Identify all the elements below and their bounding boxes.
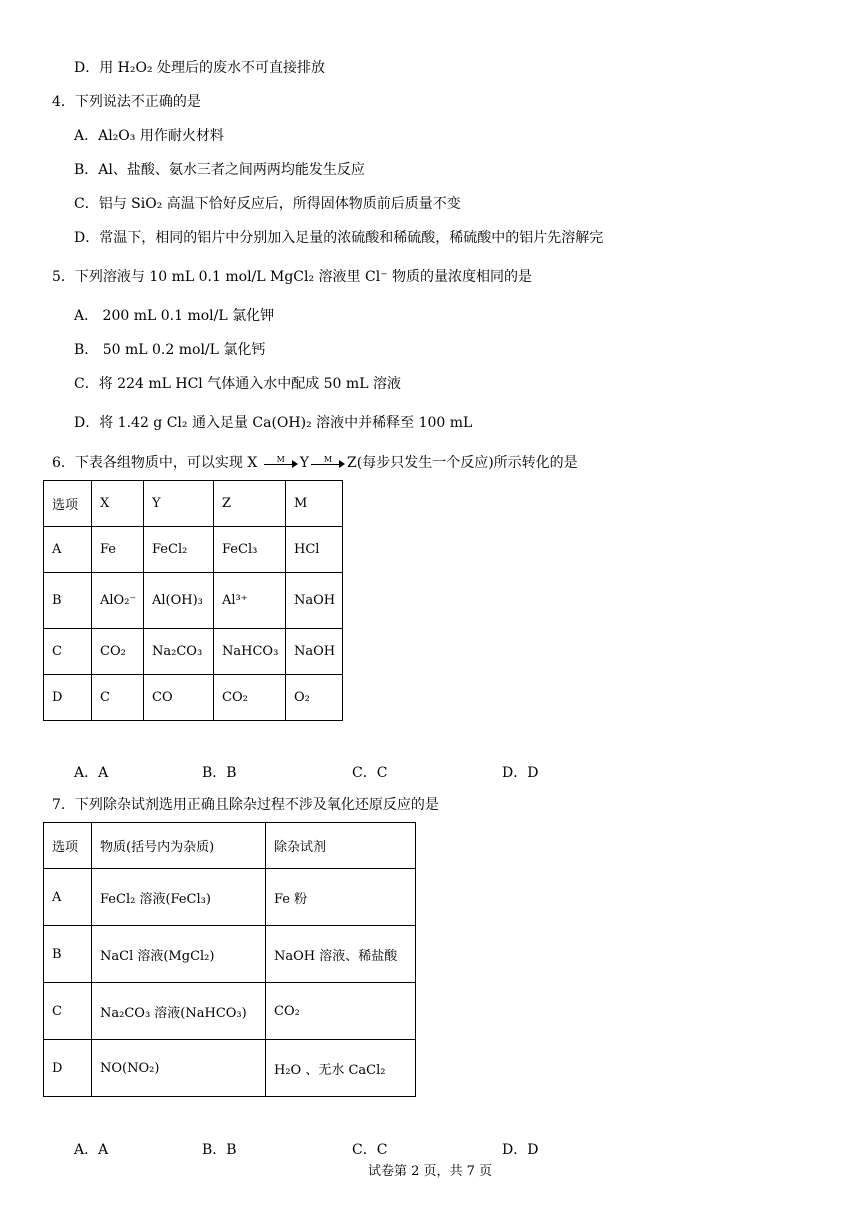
q4-option-b: B．Al、盐酸、氨水三者之间两两均能发生反应	[74, 162, 365, 178]
table-cell: FeCl₂	[144, 527, 214, 573]
q5-stem: 5．下列溶液与 10 mL 0.1 mol/L MgCl₂ 溶液里 Cl⁻ 物质的量浓度相同的是	[52, 269, 533, 285]
q6-stem-mid: Y	[299, 455, 310, 471]
table-cell: CO₂	[92, 629, 144, 675]
table-cell: Y	[144, 481, 214, 527]
table-cell: NaOH	[286, 629, 343, 675]
q6-answer-c: C．C	[352, 765, 388, 781]
q5-option-d: D．将 1.42 g Cl₂ 通入足量 Ca(OH)₂ 溶液中并稀释至 100 mL	[74, 415, 473, 431]
q6-table	[43, 480, 343, 721]
table-cell: 选项	[44, 823, 92, 869]
q6-stem	[52, 453, 578, 473]
q5-option-a: A． 200 mL 0.1 mol/L 氯化钾	[74, 308, 275, 324]
table-cell: FeCl₃	[214, 527, 286, 573]
q6-answer-a: A．A	[74, 765, 109, 781]
table-row	[44, 481, 343, 527]
table-cell: Na₂CO₃ 溶液(NaHCO₃)	[92, 983, 266, 1040]
table-cell: D	[44, 1040, 92, 1097]
table-cell: Al(OH)₃	[144, 573, 214, 629]
table-cell: C	[44, 983, 92, 1040]
table-cell: D	[44, 675, 92, 721]
q6-answer-d: D．D	[502, 765, 539, 781]
q7-answer-d: D．D	[502, 1142, 539, 1158]
page-footer: 试卷第 2 页，共 7 页	[367, 1164, 493, 1179]
table-row	[44, 823, 416, 869]
table-cell: A	[44, 869, 92, 926]
table-cell: NaHCO₃	[214, 629, 286, 675]
table-cell: AlO₂⁻	[92, 573, 144, 629]
table-cell: M	[286, 481, 343, 527]
table-cell: B	[44, 573, 92, 629]
table-cell: Na₂CO₃	[144, 629, 214, 675]
table-cell: CO₂	[266, 983, 416, 1040]
table-cell: O₂	[286, 675, 343, 721]
q7-answer-c: C．C	[352, 1142, 388, 1158]
q6-stem-end: Z(每步只发生一个反应)所示转化的是	[347, 455, 578, 471]
table-cell: X	[92, 481, 144, 527]
q4-option-a: A．Al₂O₃ 用作耐火材料	[74, 128, 224, 144]
q7-answer-b: B．B	[202, 1142, 237, 1158]
q6-stem-start: 6．下表各组物质中，可以实现 X	[52, 455, 258, 471]
table-cell: 物质(括号内为杂质)	[92, 823, 266, 869]
table-cell: C	[44, 629, 92, 675]
table-cell: Al³⁺	[214, 573, 286, 629]
table-cell: Fe	[92, 527, 144, 573]
table-row	[44, 573, 343, 629]
arrow-icon	[311, 456, 345, 470]
table-cell: A	[44, 527, 92, 573]
table-cell: NaCl 溶液(MgCl₂)	[92, 926, 266, 983]
table-row	[44, 869, 416, 926]
table-row	[44, 675, 343, 721]
table-row	[44, 1040, 416, 1097]
table-cell: HCl	[286, 527, 343, 573]
q6-answer-b: B．B	[202, 765, 237, 781]
table-cell: 除杂试剂	[266, 823, 416, 869]
q7-stem: 7．下列除杂试剂选用正确且除杂过程不涉及氧化还原反应的是	[52, 797, 439, 813]
table-cell: H₂O 、无水 CaCl₂	[266, 1040, 416, 1097]
table-cell: Z	[214, 481, 286, 527]
table-cell: C	[92, 675, 144, 721]
table-cell: CO	[144, 675, 214, 721]
table-cell: 选项	[44, 481, 92, 527]
q7-answer-a: A．A	[74, 1142, 109, 1158]
q5-option-c: C．将 224 mL HCl 气体通入水中配成 50 mL 溶液	[74, 376, 401, 392]
table-cell: NO(NO₂)	[92, 1040, 266, 1097]
table-cell: Fe 粉	[266, 869, 416, 926]
table-row	[44, 527, 343, 573]
table-row	[44, 983, 416, 1040]
q4-option-d: D．常温下，相同的铝片中分别加入足量的浓硫酸和稀硫酸，稀硫酸中的铝片先溶解完	[74, 230, 604, 246]
q3-option-d: D．用 H₂O₂ 处理后的废水不可直接排放	[74, 60, 326, 76]
q4-stem: 4．下列说法不正确的是	[52, 94, 201, 110]
table-cell: CO₂	[214, 675, 286, 721]
table-cell: NaOH	[286, 573, 343, 629]
arrow-label: M	[323, 455, 333, 464]
q5-option-b: B． 50 mL 0.2 mol/L 氯化钙	[74, 342, 266, 358]
arrow-icon	[264, 456, 298, 470]
table-cell: NaOH 溶液、稀盐酸	[266, 926, 416, 983]
table-row	[44, 926, 416, 983]
table-cell: FeCl₂ 溶液(FeCl₃)	[92, 869, 266, 926]
q4-option-c: C．铝与 SiO₂ 高温下恰好反应后，所得固体物质前后质量不变	[74, 196, 461, 212]
table-row	[44, 629, 343, 675]
table-cell: B	[44, 926, 92, 983]
q7-table	[43, 822, 416, 1097]
arrow-label: M	[276, 455, 285, 464]
